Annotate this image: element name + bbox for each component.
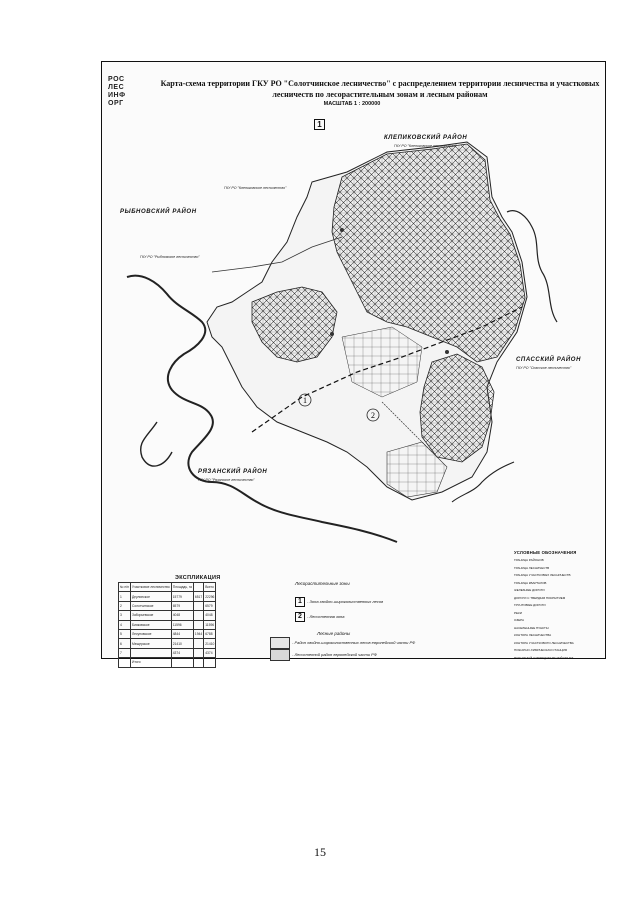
zone-2-box: 2 (295, 612, 305, 622)
table-cell: 11596 (204, 620, 216, 629)
district-ryazansky: РЯЗАНСКИЙ РАЙОН (198, 469, 268, 475)
map-title: Карта-схема территории ГКУ РО "Солотчинское лесничество" с распределением территории лесничества и участковых лесничеств по лесорастительным зонам и лесным районам (160, 79, 600, 99)
explication-title: ЭКСПЛИКАЦИЯ (175, 575, 221, 581)
table-cell: 6788 (204, 629, 216, 638)
zone-1-label: 1 (303, 396, 307, 405)
explication-table (118, 582, 216, 668)
table-cell: 1 (119, 592, 131, 601)
region-1-description: - Район хвойно-широколиственных лесов европейской части РФ (292, 640, 416, 645)
district-klepikovsky: КЛЕПИКОВСКИЙ РАЙОН (384, 135, 468, 141)
district-spassky: СПАССКИЙ РАЙОН (516, 357, 582, 363)
table-cell (171, 658, 193, 667)
table-cell: 6517 (193, 592, 203, 601)
logo-line: ОРГ (108, 100, 124, 107)
map-sheet (101, 61, 606, 665)
table-cell: 4844 (171, 629, 193, 638)
page-number: 15 (314, 845, 326, 859)
legend-item: ГРАНИЦА ЛЕСНИЧЕСТВ (514, 565, 550, 570)
table-cell (204, 658, 216, 667)
forestry-klepikovsky: ГКУ РО "Клепиковское лесничество" (394, 144, 457, 148)
table-header-cell: Площадь, га (171, 583, 193, 592)
table-cell: 4 (119, 620, 131, 629)
table-cell (193, 620, 203, 629)
table-cell: 3 (119, 611, 131, 620)
forestry-ryazansky: ГКУ РО "Рязанское лесничество" (198, 478, 255, 482)
settlement-marker (340, 228, 344, 232)
region-1-swatch (270, 637, 290, 649)
logo-line: ЛЕС (108, 84, 125, 91)
table-header-cell (193, 583, 203, 592)
table-cell: 11596 (171, 620, 193, 629)
table-cell (193, 611, 203, 620)
table-cell (193, 601, 203, 610)
territory-map (102, 122, 607, 552)
table-cell: 4048 (204, 611, 216, 620)
table-cell: 6579 (204, 601, 216, 610)
settlement-marker (445, 350, 449, 354)
table-cell (193, 639, 203, 648)
table-row (119, 658, 216, 667)
logo-line: ИНФ (108, 92, 126, 99)
table-cell: Солотчинское (130, 601, 171, 610)
district-rybnovsky: РЫБНОВСКИЙ РАЙОН (120, 209, 197, 215)
settlement-marker (330, 332, 334, 336)
legend-item: РЕКИ (514, 610, 522, 615)
zone-2-description: - Лесостепная зона (307, 614, 345, 619)
table-cell: Бияковское (130, 620, 171, 629)
table-header-cell: № п/п (119, 583, 131, 592)
table-header-cell: Участковое лесничество (130, 583, 171, 592)
rosleshinforg-logo (108, 76, 134, 108)
table-header-cell: Всего (204, 583, 216, 592)
legend-item: ОЗЕРА (514, 618, 524, 622)
river-meander (141, 422, 172, 466)
table-cell: 4374 (204, 648, 216, 657)
region-2-description: - Лесостепной район европейской части РФ (292, 652, 377, 657)
forestry-neighbour-north: ГКУ РО "Клепиковское лесничество" (224, 186, 287, 190)
table-row (119, 648, 216, 657)
table-cell: 22296 (204, 592, 216, 601)
table-cell: 6579 (171, 601, 193, 610)
table-row (119, 601, 216, 610)
forestry-spassky: ГКУ РО "Спасское лесничество" (516, 366, 572, 370)
table-cell (130, 648, 171, 657)
regions-legend-title: Лесные районы (317, 631, 351, 636)
legend-item: КОНТОРА УЧАСТКОВОГО ЛЕСНИЧЕСТВА (514, 640, 574, 645)
table-cell: 15779 (171, 592, 193, 601)
legend-item: ПОЖАРНО-ХИМИЧЕСКАЯ СТАНЦИЯ (514, 648, 567, 652)
zone-1-description: - Зона хвойно-широколиственных лесов (307, 599, 384, 604)
conventions-legend (514, 550, 576, 662)
zone-marker: 1 (314, 119, 325, 130)
table-row (119, 611, 216, 620)
table-cell (193, 658, 203, 667)
region-2-swatch (270, 649, 290, 661)
map-scale: МАСШТАБ 1 : 200000 (323, 101, 381, 107)
table-cell: 4374 (171, 648, 193, 657)
legend-item: КОНТОРА ЛЕСНИЧЕСТВА (514, 633, 552, 637)
legend-item: ГРАНИЦА КВАРТАЛОВ (514, 580, 547, 585)
legend-item: ЖЕЛЕЗНЫЕ ДОРОГИ (514, 588, 545, 592)
table-cell: Мещерское (130, 639, 171, 648)
zone-2-label: 2 (371, 411, 375, 420)
table-cell: 4048 (171, 611, 193, 620)
table-row (119, 639, 216, 648)
forestry-rybnovsky: ГКУ РО "Рыбновское лесничество" (140, 255, 200, 259)
legend-item: ДОРОГИ С ТВЕРДЫМ ПОКРЫТИЕМ (514, 595, 566, 600)
table-cell: 21410 (171, 639, 193, 648)
table-cell: Деулинское (130, 592, 171, 601)
table-cell: 1944 (193, 629, 203, 638)
table-row (119, 620, 216, 629)
zones-legend-title: Лесорастительные зоны (295, 581, 350, 586)
logo-line: РОС (108, 76, 125, 83)
table-cell (119, 658, 131, 667)
table-cell (193, 648, 203, 657)
table-cell: 2 (119, 601, 131, 610)
legend-item: ГРАНИЦА УЧАСТКОВЫХ ЛЕСНИЧЕСТВ (514, 573, 571, 577)
legend-item: ПОЖАРНЫЙ НАБЛЮДАТЕЛЬНЫЙ ПУНКТ (514, 655, 574, 660)
legend-item: НАСЕЛЕННЫЕ ПУНКТЫ (514, 625, 549, 630)
conventions-title: УСЛОВНЫЕ ОБОЗНАЧЕНИЯ (514, 550, 577, 555)
zone-1-box: 1 (295, 597, 305, 607)
table-cell: 7 (119, 648, 131, 657)
legend-item: ГРАНИЦА РАЙОНОВ (514, 558, 544, 562)
table-cell: 6 (119, 639, 131, 648)
legend-item: ГРУНТОВЫЕ ДОРОГИ (514, 603, 546, 607)
table-row (119, 629, 216, 638)
table-row (119, 592, 216, 601)
table-cell: Итого (130, 658, 171, 667)
table-cell: 5 (119, 629, 131, 638)
table-header-row (119, 583, 216, 592)
table-cell: 21410 (204, 639, 216, 648)
table-cell: Лесуновское (130, 629, 171, 638)
table-cell: Заборьевское (130, 611, 171, 620)
